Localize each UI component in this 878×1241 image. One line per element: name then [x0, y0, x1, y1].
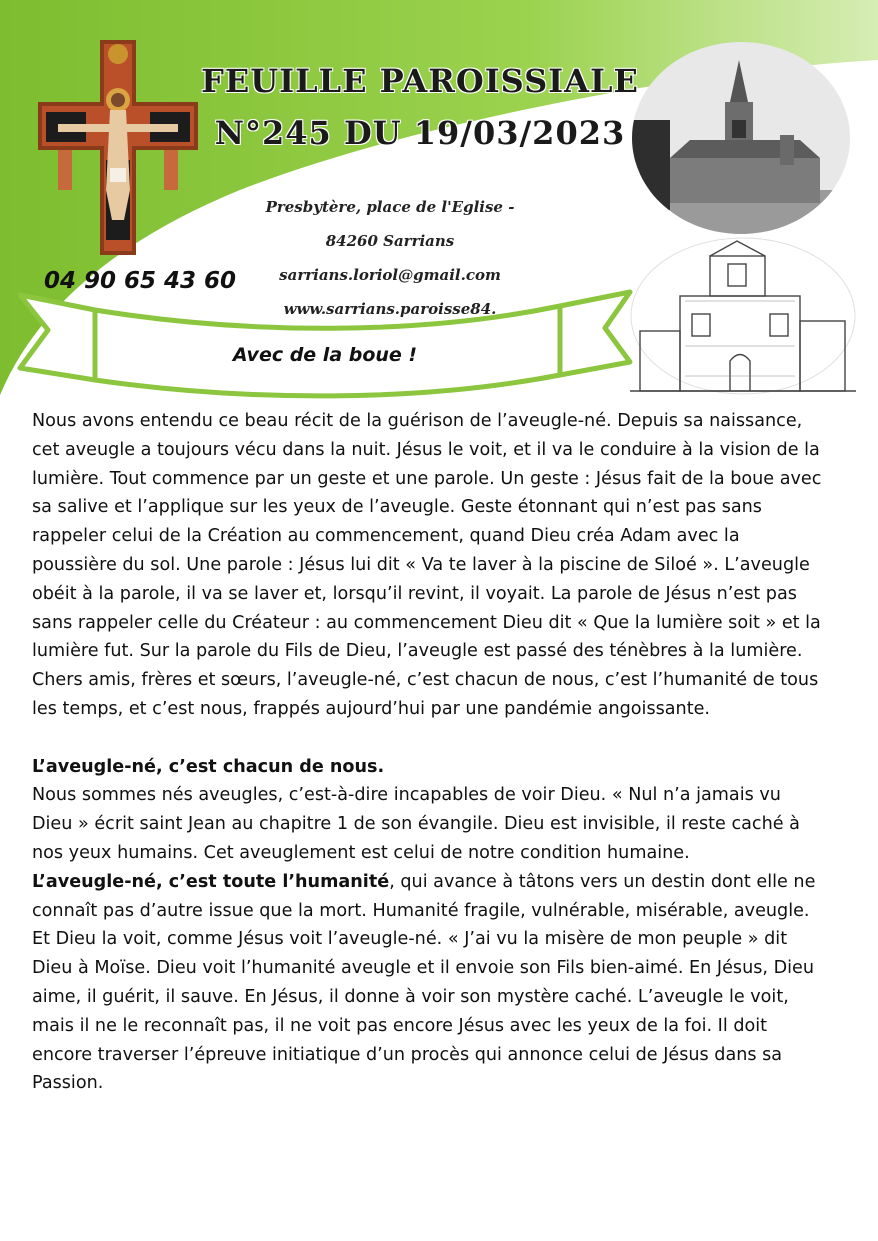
church-drawing	[630, 236, 856, 396]
address-line-1: Presbytère, place de l'Eglise -	[265, 198, 515, 216]
paragraph: Nous sommes nés aveugles, c’est-à-dire incapables de voir Dieu. « Nul n’a jamais vu Dieu » écrit saint Jean au chapitre 1 de son évangile. Dieu est invisible, il reste caché à nos yeux humains. Cet aveuglement est celui de notre condition humaine.	[32, 785, 800, 863]
bulletin-issue: N°245 DU 19/03/2023	[214, 114, 626, 152]
crucifix-icon	[38, 40, 198, 255]
website-link[interactable]: www.sarrians.paroisse84.	[283, 300, 497, 318]
article-title: Avec de la boue !	[232, 344, 418, 366]
paragraph: Chers amis, frères et sœurs, l’aveugle-né, c’est chacun de nous, c’est l’humanité de tous les temps, et c’est nous, frappés aujourd’hui par une pandémie angoissante.	[32, 670, 819, 719]
phone-number: 04 90 65 43 60	[44, 268, 237, 294]
page-header	[0, 0, 878, 400]
church-photo	[630, 40, 852, 236]
section-heading: L’aveugle-né, c’est toute l’humanité	[32, 871, 390, 892]
email-address[interactable]: sarrians.loriol@gmail.com	[279, 266, 501, 284]
paragraph	[32, 868, 822, 1098]
section-heading: L’aveugle-né, c’est chacun de nous.	[32, 756, 385, 777]
address-line-2: 84260 Sarrians	[325, 232, 455, 250]
bulletin-title: FEUILLE PAROISSIALE	[201, 62, 639, 100]
article-body	[32, 407, 822, 1098]
paragraph: Nous avons entendu ce beau récit de la guérison de l’aveugle-né. Depuis sa naissance, cet aveugle a toujours vécu dans la nuit. Jésus le voit, et il va le conduire à la vision de la lumière. Tout commence par un geste et une parole. Un geste : Jésus fait de la boue avec sa salive et l’applique sur les yeux de l’aveugle. Geste étonnant qui n’est pas sans rappeler celui de la Création au commencement, quand Dieu créa Adam avec la poussière du sol. Une parole : Jésus lui dit « Va te laver à la piscine de Siloé ». L’aveugle obéit à la parole, il va se laver et, lorsqu’il revint, il voyait. La parole de Jésus n’est pas sans rappeler celle du Créateur : au commencement Dieu dit « Que la lumière soit » et la lumière fut. Sur la parole du Fils de Dieu, l’aveugle est passé des ténèbres à la lumière.	[32, 411, 822, 662]
paragraph-text: , qui avance à tâtons vers un destin dont elle ne connaît pas d’autre issue que la mort. Humanité fragile, vulnérable, misérable, aveugle. Et Dieu la voit, comme Jésus voit l’aveugle-né. « J’ai vu la misère de mon peuple » dit Dieu à Moïse. Dieu voit l’humanité aveugle et il envoie son Fils bien-aimé. En Jésus, Dieu aime, il guérit, il sauve. En Jésus, il donne à voir son mystère caché. L’aveugle le voit, mais il ne le reconnaît pas, il ne voit pas encore Jésus avec les yeux de la foi. Il doit encore traverser l’épreuve initiatique d’un procès qui annonce celui de Jésus dans sa Passion.	[32, 871, 816, 1094]
